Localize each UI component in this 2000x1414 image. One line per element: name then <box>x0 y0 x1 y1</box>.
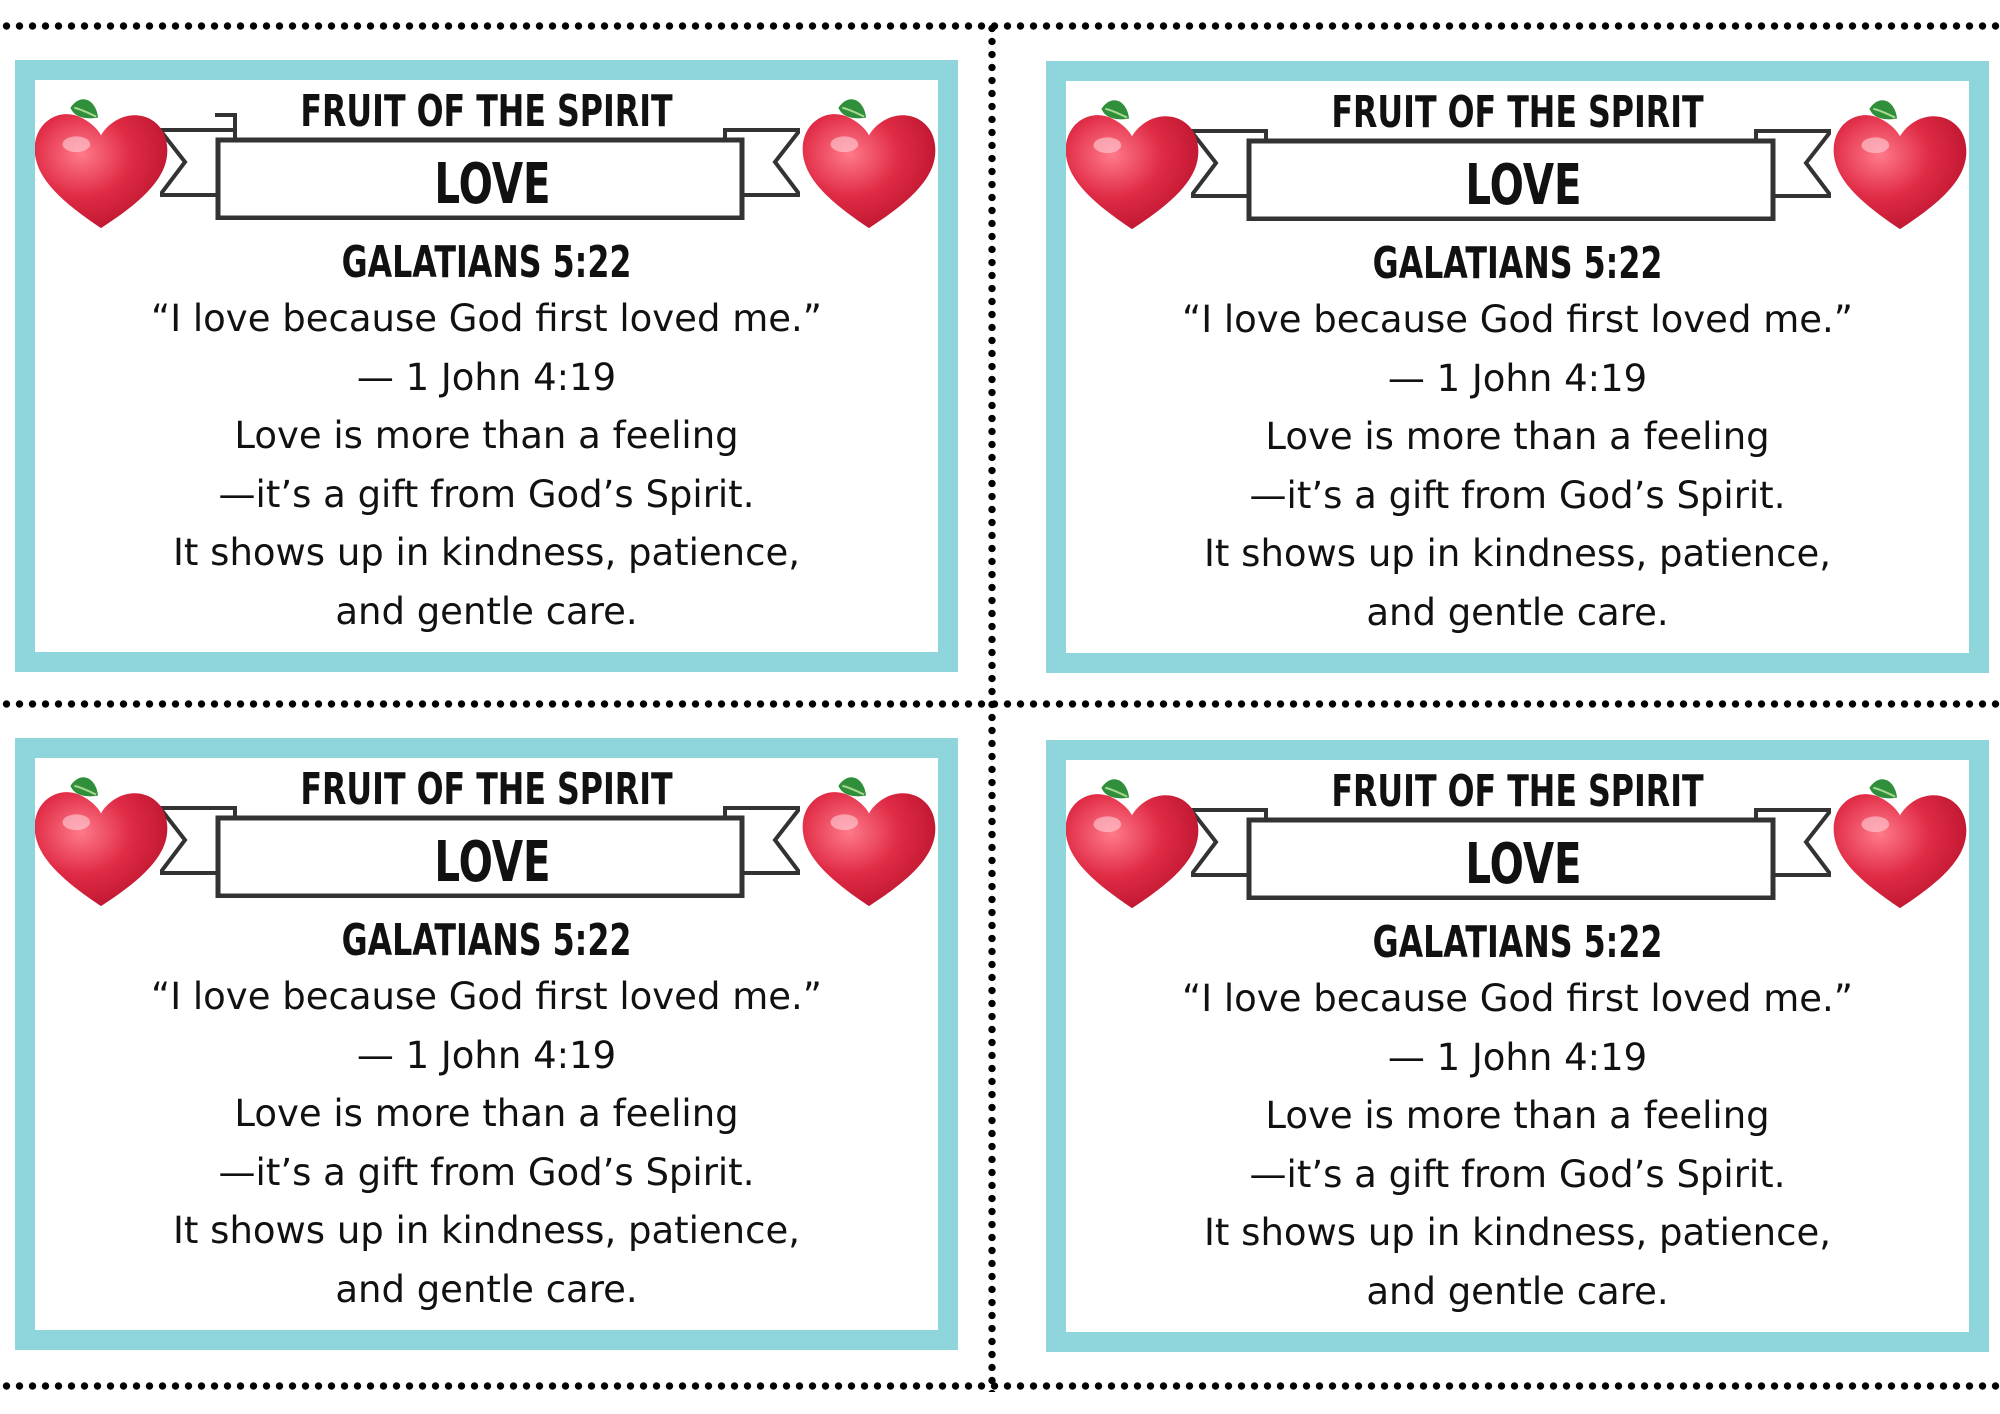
body-line: and gentle care. <box>1366 1269 1669 1313</box>
body-line: Love is more than a feeling <box>234 1092 739 1135</box>
card-title: LOVE <box>1465 153 1582 218</box>
body-line: “I love because God first loved me.” <box>151 975 822 1018</box>
body-line: and gentle care. <box>1366 590 1669 634</box>
body-line: Love is more than a feeling <box>1265 415 1770 458</box>
cut-line-vertical <box>988 22 996 1392</box>
scripture-reference: GALATIANS 5:22 <box>1372 238 1663 289</box>
body-line: —it’s a gift from God’s Spirit. <box>1249 473 1786 517</box>
body-line: — 1 John 4:19 <box>1387 356 1648 400</box>
heart-apple-icon <box>795 768 938 916</box>
body-line: Love is more than a feeling <box>1265 1094 1770 1137</box>
scripture-reference: GALATIANS 5:22 <box>1372 917 1663 968</box>
body-line: Love is more than a feeling <box>234 414 739 457</box>
body-line: —it’s a gift from God’s Spirit. <box>1249 1152 1786 1196</box>
card-header: FRUIT OF THE SPIRIT <box>1331 87 1704 138</box>
body-line: — 1 John 4:19 <box>356 355 617 399</box>
card-bottom-right <box>1046 740 1989 1352</box>
card-body <box>1066 970 1969 1321</box>
card-top-left <box>15 60 958 672</box>
card-body <box>35 290 938 641</box>
body-line: “I love because God first loved me.” <box>1182 977 1853 1020</box>
body-line: —it’s a gift from God’s Spirit. <box>218 1150 755 1194</box>
scripture-reference: GALATIANS 5:22 <box>341 915 632 966</box>
body-line: “I love because God first loved me.” <box>151 297 822 340</box>
body-line: and gentle care. <box>335 1267 638 1311</box>
body-line: — 1 John 4:19 <box>356 1033 617 1077</box>
card-title: LOVE <box>434 830 551 895</box>
heart-apple-icon <box>1826 91 1969 239</box>
heart-apple-icon <box>35 90 175 238</box>
heart-apple-icon <box>795 90 938 238</box>
card-header: FRUIT OF THE SPIRIT <box>300 86 673 137</box>
card-header: FRUIT OF THE SPIRIT <box>300 764 673 815</box>
body-line: “I love because God first loved me.” <box>1182 298 1853 341</box>
heart-apple-icon <box>35 768 175 916</box>
card-title: LOVE <box>434 152 551 217</box>
card-top-right <box>1046 61 1989 673</box>
cut-line-top <box>0 22 2000 30</box>
cut-line-bottom <box>0 1382 2000 1390</box>
body-line: It shows up in kindness, patience, <box>1204 1211 1831 1254</box>
body-line: and gentle care. <box>335 589 638 633</box>
heart-apple-icon <box>1066 91 1206 239</box>
card-body <box>1066 291 1969 642</box>
body-line: — 1 John 4:19 <box>1387 1035 1648 1079</box>
body-line: —it’s a gift from God’s Spirit. <box>218 472 755 516</box>
card-title: LOVE <box>1465 832 1582 897</box>
body-line: It shows up in kindness, patience, <box>173 1209 800 1252</box>
body-line: It shows up in kindness, patience, <box>1204 532 1831 575</box>
body-line: It shows up in kindness, patience, <box>173 531 800 574</box>
heart-apple-icon <box>1826 770 1969 918</box>
card-header: FRUIT OF THE SPIRIT <box>1331 766 1704 817</box>
card-bottom-left <box>15 738 958 1350</box>
heart-apple-icon <box>1066 770 1206 918</box>
scripture-reference: GALATIANS 5:22 <box>341 237 632 288</box>
cut-line-middle <box>0 700 2000 708</box>
card-body <box>35 968 938 1319</box>
